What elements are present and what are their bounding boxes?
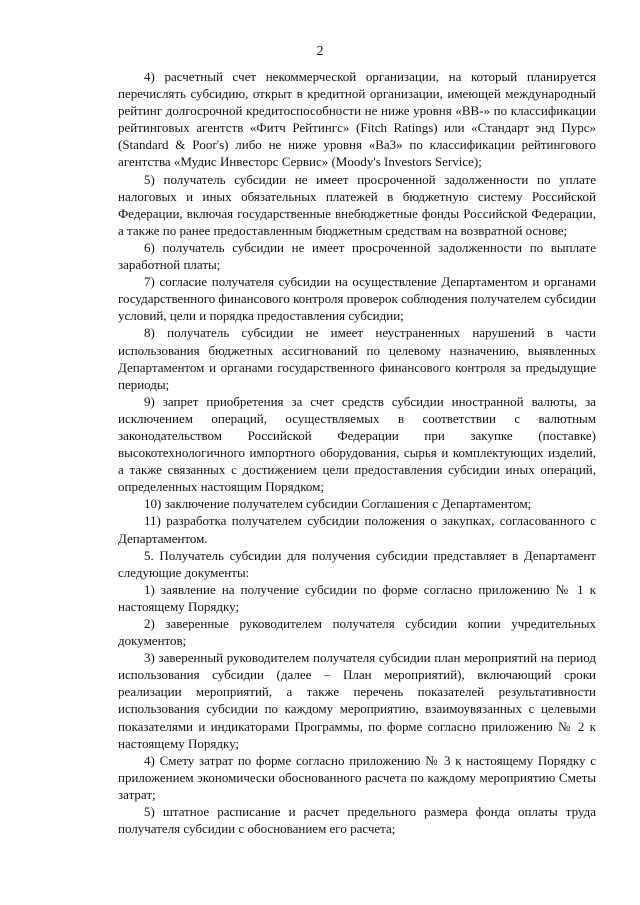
paragraph-item-5-no-tax-debt: 5) получатель субсидии не имеет просроченной задолженности по уплате налоговых и иных обязательных платежей в бюджетную систему Российской Федерации, включая государственные внебюджетные фонды Российской Федерации, а также по ранее предоставленным бюджетным средствам на возвратной основе;	[118, 171, 596, 238]
paragraph-item-4-bank-account: 4) расчетный счет некоммерческой организации, на который планируется перечислять субсидию, открыт в кредитной организации, имеющей международный рейтинг долгосрочной кредитоспособности не ниже уровня «ВВ-» по классификации рейтинговых агентств «Фитч Рейтингс» (Fitch Ratings) или «Стандарт энд Пурс» (Standard & Poor's) либо не ниже уровня «Ва3» по классификации рейтингового агентства «Мудис Инвесторс Сервис» (Moody's Investors Service);	[118, 69, 596, 170]
paragraph-doc-4-cost-estimate: 4) Смету затрат по форме согласно приложению № 3 к настоящему Порядку с приложением экономически обоснованного расчета по каждому мероприятию Сметы затрат;	[118, 752, 596, 802]
paragraph-item-8-no-violations: 8) получатель субсидии не имеет неустраненных нарушений в части использования бюджетных ассигнований по целевому назначению, выявленных Департаментом и органами государственного финансового контроля за предыдущие периоды;	[118, 325, 596, 392]
paragraph-section-5-documents: 5. Получатель субсидии для получения субсидии представляет в Департамент следующие документы:	[118, 547, 596, 580]
paragraph-item-7-consent-to-inspections: 7) согласие получателя субсидии на осуществление Департаментом и органами государственного финансового контроля проверок соблюдения получателем субсидии условий, цели и порядка предоставления субсидии;	[118, 274, 596, 324]
paragraph-item-6-no-wage-debt: 6) получатель субсидии не имеет просроченной задолженности по выплате заработной платы;	[118, 239, 596, 273]
paragraph-item-9-currency-ban: 9) запрет приобретения за счет средств субсидии иностранной валюты, за исключением операций, осуществляемых в соответствии с валютным законодательством Российской Федерации при закупке (поставке) высокотехнологичного импортного оборудования, сырья и комплектующих изделий, а также связанных с достижением цели предоставления субсидии иных операций, определенных настоящим Порядком;	[118, 393, 596, 495]
paragraph-doc-2-constituent-docs: 2) заверенные руководителем получателя субсидии копии учредительных документов;	[118, 616, 596, 649]
paragraph-item-11-procurement-regulation: 11) разработка получателем субсидии положения о закупках, согласованного с Департаментом.	[118, 513, 596, 546]
paragraph-item-10-agreement: 10) заключение получателем субсидии Соглашения с Департаментом;	[144, 496, 532, 512]
paragraph-doc-5-staff-schedule: 5) штатное расписание и расчет предельного размера фонда оплаты труда получателя субсидии с обоснованием его расчета;	[118, 804, 596, 837]
document-body	[118, 68, 596, 837]
paragraph-doc-3-action-plan: 3) заверенный руководителем получателя субсидии план мероприятий на период использования субсидии (далее – План мероприятий), включающий сроки реализации мероприятий, а также перечень показателей результативности использования субсидии по каждому мероприятию, взаимоувязанных с целевыми показателями и индикаторами Программы, по форме согласно приложению № 2 к настоящему Порядку;	[118, 650, 596, 751]
page-number: 2	[316, 44, 324, 59]
paragraph-doc-1-application: 1) заявление на получение субсидии по форме согласно приложению № 1 к настоящему Порядку;	[118, 581, 596, 614]
